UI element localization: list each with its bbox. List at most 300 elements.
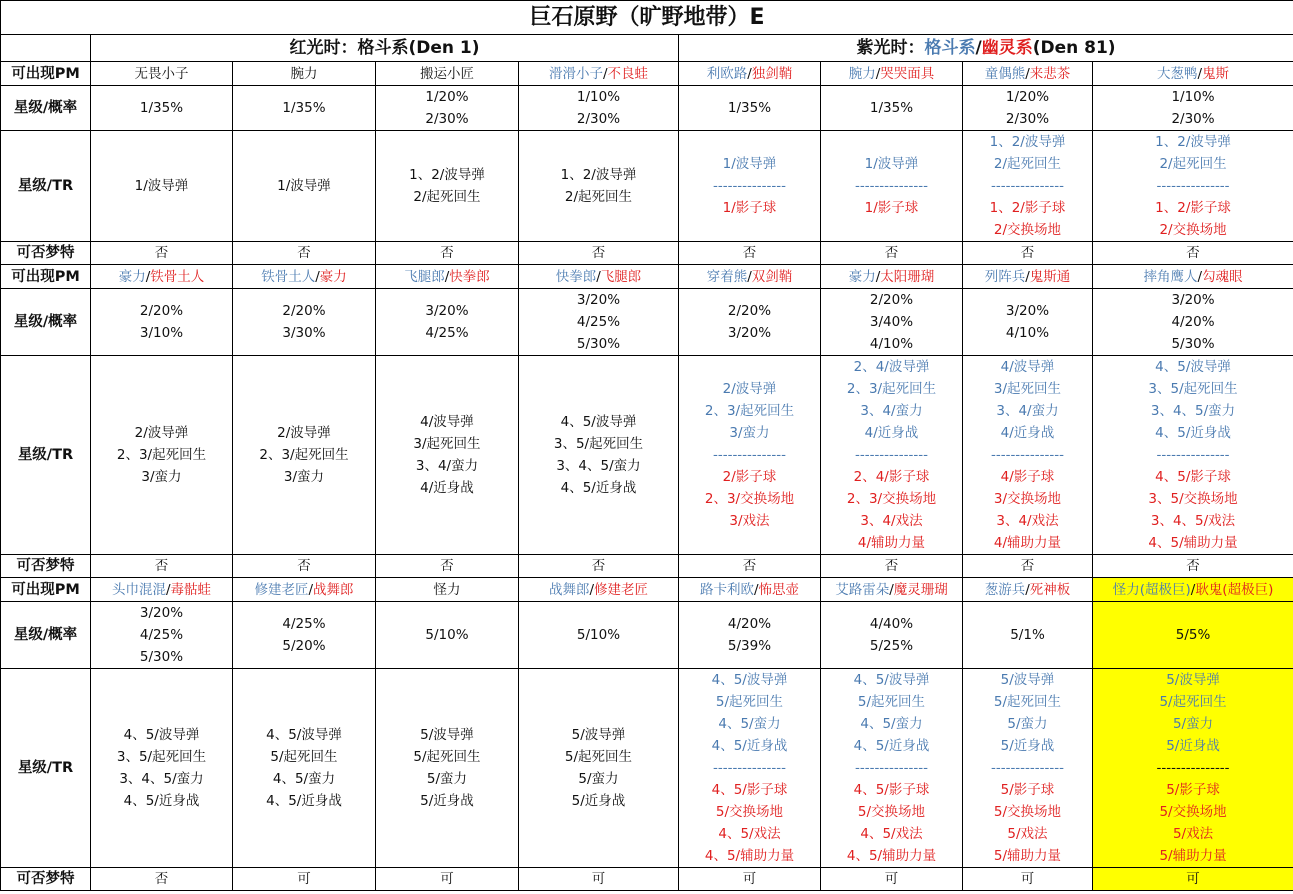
rates-cell (963, 86, 1093, 131)
tr-cell (963, 356, 1093, 555)
pokemon-name: 太阳珊瑚 (880, 268, 935, 285)
pokemon-name: 快拳郎 (449, 268, 490, 285)
rates-cell (821, 289, 963, 356)
pm-cell (91, 578, 233, 602)
tr-fighting: 4/波导弹 (420, 414, 474, 430)
tr-fighting: 1、2/波导弹 (989, 134, 1066, 150)
tr-row (1, 131, 1293, 242)
tr-fighting: 1、2/波导弹 (560, 167, 637, 183)
tr-cell (91, 356, 233, 555)
tr-fighting: 5/起死回生 (715, 694, 784, 710)
gmax-cell: 否 (376, 555, 519, 578)
row-label: 星级/TR (1, 356, 91, 555)
tr-fighting: 5/起死回生 (993, 694, 1062, 710)
star-rate: 4/25% (139, 627, 184, 643)
gmax-cell: 可 (1093, 868, 1293, 891)
tr-fighting: 1、2/波导弹 (1155, 134, 1231, 150)
pokemon-name: 葱游兵 (984, 581, 1026, 598)
purple-type-ghost: 幽灵系 (981, 38, 1033, 58)
gmax-row (1, 868, 1293, 891)
gmax-cell: 否 (679, 242, 821, 265)
tr-fighting: 4、5/蛮力 (860, 716, 923, 732)
star-rate: 3/20% (425, 303, 469, 319)
pokemon-name: 铁骨土人 (261, 268, 316, 285)
tr-fighting: 3、4/蛮力 (415, 458, 479, 474)
pm-cell (376, 62, 519, 86)
tr-cell (1093, 669, 1293, 868)
pokemon-name: 独剑鞘 (751, 65, 793, 82)
tr-fighting: 3、4/蛮力 (996, 403, 1059, 419)
tr-fighting: 4、5/波导弹 (853, 672, 930, 688)
tr-fighting: 4、5/蛮力 (272, 771, 336, 787)
pokemon-name: / (1025, 65, 1030, 82)
pokemon-name: / (315, 268, 320, 285)
tr-fighting: 4/波导弹 (1000, 359, 1055, 375)
tr-cell (233, 356, 376, 555)
tr-row (1, 356, 1293, 555)
gmax-cell: 否 (519, 242, 679, 265)
tr-cell (679, 131, 821, 242)
pokemon-name: 怪力(超极巨) (1112, 581, 1191, 598)
pokemon-name: / (1025, 581, 1030, 598)
pokemon-name: 摔角鹰人 (1143, 268, 1198, 285)
star-rate: 3/40% (869, 314, 914, 330)
star-rate: 3/10% (139, 325, 184, 341)
tr-fighting: 2、4/波导弹 (853, 359, 930, 375)
pokemon-name: 穿着熊 (706, 268, 748, 285)
tr-ghost: 2、3/交换场地 (846, 491, 937, 507)
star-rate: 2/20% (869, 292, 914, 308)
gmax-cell: 可 (233, 868, 376, 891)
red-light-header: 红光时：格斗系(Den 1) (91, 35, 679, 62)
tr-fighting: 3、4/蛮力 (860, 403, 923, 419)
tr-ghost: 1、2/影子球 (1155, 200, 1231, 216)
pokemon-name: / (1025, 268, 1030, 285)
pm-cell (91, 62, 233, 86)
pokemon-name: / (1190, 581, 1196, 598)
tr-fighting: 5/起死回生 (413, 749, 481, 765)
pm-cell (519, 578, 679, 602)
tr-fighting: 4、5/近身战 (711, 738, 788, 754)
star-rate: 2/30% (1171, 111, 1215, 127)
tr-fighting: 5/波导弹 (1166, 672, 1220, 688)
pokemon-name: / (747, 65, 752, 82)
separator: --------------- (712, 447, 787, 463)
tr-ghost: 4、5/戏法 (718, 826, 781, 842)
tr-ghost: 5/辅助力量 (1159, 848, 1227, 864)
pokemon-name: / (1197, 268, 1203, 285)
tr-fighting: 1、2/波导弹 (409, 167, 485, 183)
separator: --------------- (990, 760, 1065, 776)
rates-cell (376, 602, 519, 669)
tr-ghost: 3/交换场地 (993, 491, 1062, 507)
tr-ghost: 3、4、5/戏法 (1150, 513, 1236, 529)
gmax-row (1, 242, 1293, 265)
pokemon-name: 路卡利欧 (699, 581, 754, 598)
tr-fighting: 2、3/起死回生 (704, 403, 795, 419)
tr-fighting: 4、5/近身战 (266, 793, 342, 809)
purple-prefix: 紫光时： (856, 38, 925, 58)
star-rate: 2/30% (425, 111, 469, 127)
pm-cell (233, 578, 376, 602)
tr-fighting: 5/起死回生 (270, 749, 338, 765)
tr-ghost: 4/影子球 (1000, 469, 1055, 485)
rates-cell (519, 289, 679, 356)
pm-cell (233, 265, 376, 289)
gmax-cell: 可 (679, 868, 821, 891)
tr-ghost: 5/戏法 (1007, 826, 1048, 842)
pm-cell (679, 62, 821, 86)
rates-cell (519, 602, 679, 669)
separator: --------------- (854, 760, 929, 776)
tr-cell (679, 669, 821, 868)
star-rate: 4/10% (869, 336, 914, 352)
tr-ghost: 3、5/交换场地 (1148, 491, 1238, 507)
row-label: 可出现PM (1, 265, 91, 289)
gmax-cell: 否 (679, 555, 821, 578)
pm-cell (1093, 265, 1293, 289)
star-rate: 2/20% (139, 303, 184, 319)
tr-fighting: 5/波导弹 (1000, 672, 1055, 688)
tr-fighting: 3/蛮力 (729, 425, 770, 441)
pokemon-name: 双剑鞘 (751, 268, 793, 285)
pokemon-name: 腕力 (848, 65, 876, 82)
tr-ghost: 5/交换场地 (993, 804, 1062, 820)
purple-light-header (679, 35, 1293, 62)
pm-cell (376, 265, 519, 289)
separator: --------------- (854, 178, 929, 194)
tr-cell (1093, 356, 1293, 555)
tr-fighting: 5/起死回生 (857, 694, 926, 710)
tr-ghost: 4、5/影子球 (1155, 469, 1231, 485)
star-rate: 4/40% (869, 616, 914, 632)
gmax-cell: 否 (821, 555, 963, 578)
pokemon-name: / (889, 581, 894, 598)
rate-row (1, 86, 1293, 131)
tr-fighting: 3、5/起死回生 (1148, 381, 1238, 397)
rates-cell (233, 86, 376, 131)
star-rate: 5/30% (576, 336, 621, 352)
pm-cell (679, 578, 821, 602)
separator: --------------- (1156, 178, 1230, 194)
star-rate: 5/30% (1171, 336, 1215, 352)
gmax-cell: 否 (91, 242, 233, 265)
pokemon-name: 怖思壶 (758, 581, 800, 598)
tr-cell (679, 356, 821, 555)
star-rate: 3/20% (727, 325, 772, 341)
star-rate: 1/20% (1005, 89, 1050, 105)
row-label: 可否梦特 (1, 555, 91, 578)
tr-ghost: 3、4/戏法 (996, 513, 1059, 529)
tr-fighting: 5/起死回生 (564, 749, 633, 765)
star-rate: 5/10% (576, 627, 621, 643)
tr-cell (91, 669, 233, 868)
tr-fighting: 5/蛮力 (1172, 716, 1214, 732)
pokemon-name: / (165, 581, 171, 598)
pokemon-name: 不良蛙 (607, 65, 649, 82)
tr-fighting: 4、5/波导弹 (123, 727, 200, 743)
star-rate: 1/10% (1171, 89, 1215, 105)
star-rate: 5/1% (1010, 627, 1045, 643)
star-rate: 2/30% (1005, 111, 1050, 127)
pokemon-name: 豪力 (319, 268, 347, 285)
tr-ghost: 2/交换场地 (993, 222, 1062, 238)
tr-fighting: 3、4、5/蛮力 (556, 458, 641, 474)
tr-fighting: 2/起死回生 (993, 156, 1062, 172)
star-rate: 5/39% (727, 638, 772, 654)
corner-cell (1, 35, 91, 62)
pokemon-name: 童偶熊 (984, 65, 1026, 82)
separator: --------------- (1156, 447, 1230, 463)
rate-row (1, 602, 1293, 669)
pokemon-name: 滑滑小子 (548, 65, 603, 82)
tr-cell (233, 131, 376, 242)
star-rate: 1/10% (576, 89, 621, 105)
separator: --------------- (854, 447, 929, 463)
tr-fighting: 5/波导弹 (420, 727, 474, 743)
tr-cell (376, 669, 519, 868)
rates-cell (963, 602, 1093, 669)
tr-cell (963, 131, 1093, 242)
table-title: 巨石原野（旷野地带）E (1, 1, 1293, 35)
pokemon-name: 头巾混混 (111, 581, 166, 598)
star-rate: 3/20% (576, 292, 621, 308)
star-rate: 3/20% (1005, 303, 1050, 319)
star-rate: 5/30% (139, 649, 184, 665)
pokemon-name: 战舞郎 (548, 581, 590, 598)
tr-cell (821, 356, 963, 555)
tr-fighting: 4、5/近身战 (123, 793, 200, 809)
row-label: 星级/TR (1, 669, 91, 868)
star-rate: 5/25% (869, 638, 914, 654)
tr-fighting: 4、5/波导弹 (560, 414, 637, 430)
gmax-cell: 可 (376, 868, 519, 891)
tr-cell (519, 131, 679, 242)
tr-fighting: 4/近身战 (420, 480, 474, 496)
star-rate: 2/30% (576, 111, 621, 127)
pm-row (1, 62, 1293, 86)
gmax-cell: 否 (233, 242, 376, 265)
rates-cell (1093, 602, 1293, 669)
rates-cell (519, 86, 679, 131)
tr-cell (821, 669, 963, 868)
pm-cell (963, 62, 1093, 86)
gmax-cell: 否 (91, 555, 233, 578)
tr-ghost: 3、4/戏法 (860, 513, 923, 529)
rates-cell (679, 86, 821, 131)
tr-ghost: 2/交换场地 (1159, 222, 1227, 238)
pm-cell (376, 578, 519, 602)
tr-fighting: 2/波导弹 (134, 425, 189, 441)
tr-ghost: 1/影子球 (722, 200, 777, 216)
pokemon-name: 飞腿郎 (404, 268, 445, 285)
tr-fighting: 5/起死回生 (1159, 694, 1227, 710)
tr-fighting: 2/起死回生 (564, 189, 633, 205)
gmax-cell: 否 (963, 242, 1093, 265)
star-rate: 4/20% (1171, 314, 1215, 330)
tr-fighting: 2、3/起死回生 (846, 381, 937, 397)
tr-ghost: 4、5/辅助力量 (704, 848, 795, 864)
tr-cell (376, 131, 519, 242)
rates-cell (233, 289, 376, 356)
tr-fighting: 5/波导弹 (571, 727, 626, 743)
tr-row (1, 669, 1293, 868)
purple-type-fighting: 格斗系 (924, 38, 976, 58)
pokemon-name: 搬运小匠 (420, 65, 474, 82)
pokemon-name: / (444, 268, 450, 285)
star-rate: 5/10% (425, 627, 469, 643)
pokemon-name: 修建老匠 (254, 581, 309, 598)
rates-cell (679, 602, 821, 669)
rates-cell (376, 86, 519, 131)
tr-ghost: 5/影子球 (1166, 782, 1220, 798)
pokemon-name: / (589, 581, 595, 598)
star-rate: 4/25% (576, 314, 621, 330)
star-rate: 4/25% (282, 616, 326, 632)
tr-fighting: 4/近身战 (864, 425, 919, 441)
tr-ghost: 4、5/影子球 (711, 782, 788, 798)
tr-cell (1093, 131, 1293, 242)
tr-ghost: 4、5/戏法 (860, 826, 923, 842)
tr-fighting: 1/波导弹 (722, 156, 777, 172)
pm-cell (1093, 62, 1293, 86)
pm-row (1, 265, 1293, 289)
separator: --------------- (990, 447, 1065, 463)
tr-fighting: 1/波导弹 (864, 156, 919, 172)
star-rate: 4/25% (425, 325, 469, 341)
gmax-cell: 可 (821, 868, 963, 891)
pokemon-name: 怪力 (433, 581, 461, 598)
star-rate: 1/35% (727, 100, 772, 116)
row-label: 星级/概率 (1, 86, 91, 131)
pokemon-name: / (875, 65, 881, 82)
tr-cell (519, 669, 679, 868)
tr-fighting: 5/蛮力 (1007, 716, 1048, 732)
gmax-cell: 否 (821, 242, 963, 265)
pm-cell (679, 265, 821, 289)
pokemon-name: 腕力 (290, 65, 318, 82)
row-label: 可否梦特 (1, 242, 91, 265)
pm-row (1, 578, 1293, 602)
gmax-row (1, 555, 1293, 578)
star-rate: 1/20% (425, 89, 469, 105)
gmax-cell: 否 (963, 555, 1093, 578)
tr-cell (376, 356, 519, 555)
gmax-cell: 否 (376, 242, 519, 265)
star-rate: 5/20% (282, 638, 326, 654)
pokemon-name: 铁骨土人 (150, 268, 205, 285)
tr-fighting: 5/蛮力 (578, 771, 619, 787)
rates-cell (91, 86, 233, 131)
tr-fighting: 3/蛮力 (141, 469, 182, 485)
tr-fighting: 1/波导弹 (277, 178, 331, 194)
tr-ghost: 1/影子球 (864, 200, 919, 216)
tr-fighting: 2/起死回生 (1159, 156, 1227, 172)
rates-cell (1093, 86, 1293, 131)
rate-row (1, 289, 1293, 356)
gmax-cell: 可 (519, 868, 679, 891)
tr-fighting: 3/起死回生 (993, 381, 1062, 397)
star-rate: 3/30% (282, 325, 326, 341)
tr-ghost: 4、5/影子球 (853, 782, 930, 798)
tr-fighting: 3、5/起死回生 (553, 436, 644, 452)
gmax-cell: 可 (963, 868, 1093, 891)
pokemon-name: 勾魂眼 (1202, 268, 1243, 285)
tr-ghost: 5/交换场地 (857, 804, 926, 820)
tr-fighting: 4、5/波导弹 (266, 727, 342, 743)
tr-fighting: 4、5/近身战 (853, 738, 930, 754)
pokemon-name: 耿鬼(超极巨) (1195, 581, 1274, 598)
pokemon-name: 利欧路 (706, 65, 748, 82)
star-rate: 2/20% (727, 303, 772, 319)
pm-cell (519, 265, 679, 289)
separator: --------------- (712, 760, 787, 776)
rates-cell (963, 289, 1093, 356)
pokemon-name: 快拳郎 (555, 268, 597, 285)
rates-cell (821, 602, 963, 669)
pokemon-name: 鬼斯 (1202, 65, 1230, 82)
tr-cell (821, 131, 963, 242)
tr-ghost: 4、5/辅助力量 (846, 848, 937, 864)
row-label: 星级/概率 (1, 602, 91, 669)
star-rate: 4/20% (727, 616, 772, 632)
pokemon-name: 死神板 (1029, 581, 1071, 598)
pokemon-name: 无畏小子 (134, 65, 189, 82)
separator: --------------- (1156, 760, 1230, 776)
star-rate: 5/5% (1175, 627, 1211, 643)
star-rate: 3/20% (139, 605, 184, 621)
separator: --------------- (712, 178, 787, 194)
row-label: 可否梦特 (1, 868, 91, 891)
pm-cell (519, 62, 679, 86)
purple-den: (Den 81) (1032, 38, 1116, 58)
pokemon-name: / (747, 268, 752, 285)
tr-ghost: 2、4/影子球 (853, 469, 930, 485)
pokemon-name: 鬼斯通 (1029, 268, 1071, 285)
tr-ghost: 4/辅助力量 (993, 535, 1062, 551)
rates-cell (1093, 289, 1293, 356)
tr-fighting: 5/蛮力 (426, 771, 468, 787)
tr-fighting: 4、5/近身战 (560, 480, 637, 496)
pokemon-name: / (308, 581, 314, 598)
tr-fighting: 5/近身战 (1000, 738, 1055, 754)
gmax-cell: 否 (1093, 555, 1293, 578)
gmax-cell: 否 (519, 555, 679, 578)
pm-cell (233, 62, 376, 86)
star-rate: 1/35% (869, 100, 914, 116)
gmax-cell: 否 (1093, 242, 1293, 265)
pokemon-name: / (753, 581, 759, 598)
star-rate: 3/20% (1171, 292, 1215, 308)
tr-ghost: 4/辅助力量 (857, 535, 926, 551)
rates-cell (821, 86, 963, 131)
pokemon-name: / (875, 268, 881, 285)
pokemon-name: 来悲茶 (1029, 65, 1071, 82)
tr-fighting: 5/近身战 (1166, 738, 1220, 754)
row-label: 星级/概率 (1, 289, 91, 356)
tr-fighting: 2、3/起死回生 (259, 447, 349, 463)
tr-cell (519, 356, 679, 555)
tr-ghost: 2/影子球 (722, 469, 777, 485)
tr-fighting: 3、5/起死回生 (116, 749, 207, 765)
tr-fighting: 4、5/波导弹 (711, 672, 788, 688)
rates-cell (91, 289, 233, 356)
tr-fighting: 2、3/起死回生 (116, 447, 207, 463)
tr-fighting: 4、5/蛮力 (718, 716, 781, 732)
pokemon-name: 飞腿郎 (600, 268, 642, 285)
rates-cell (376, 289, 519, 356)
gmax-cell: 否 (233, 555, 376, 578)
